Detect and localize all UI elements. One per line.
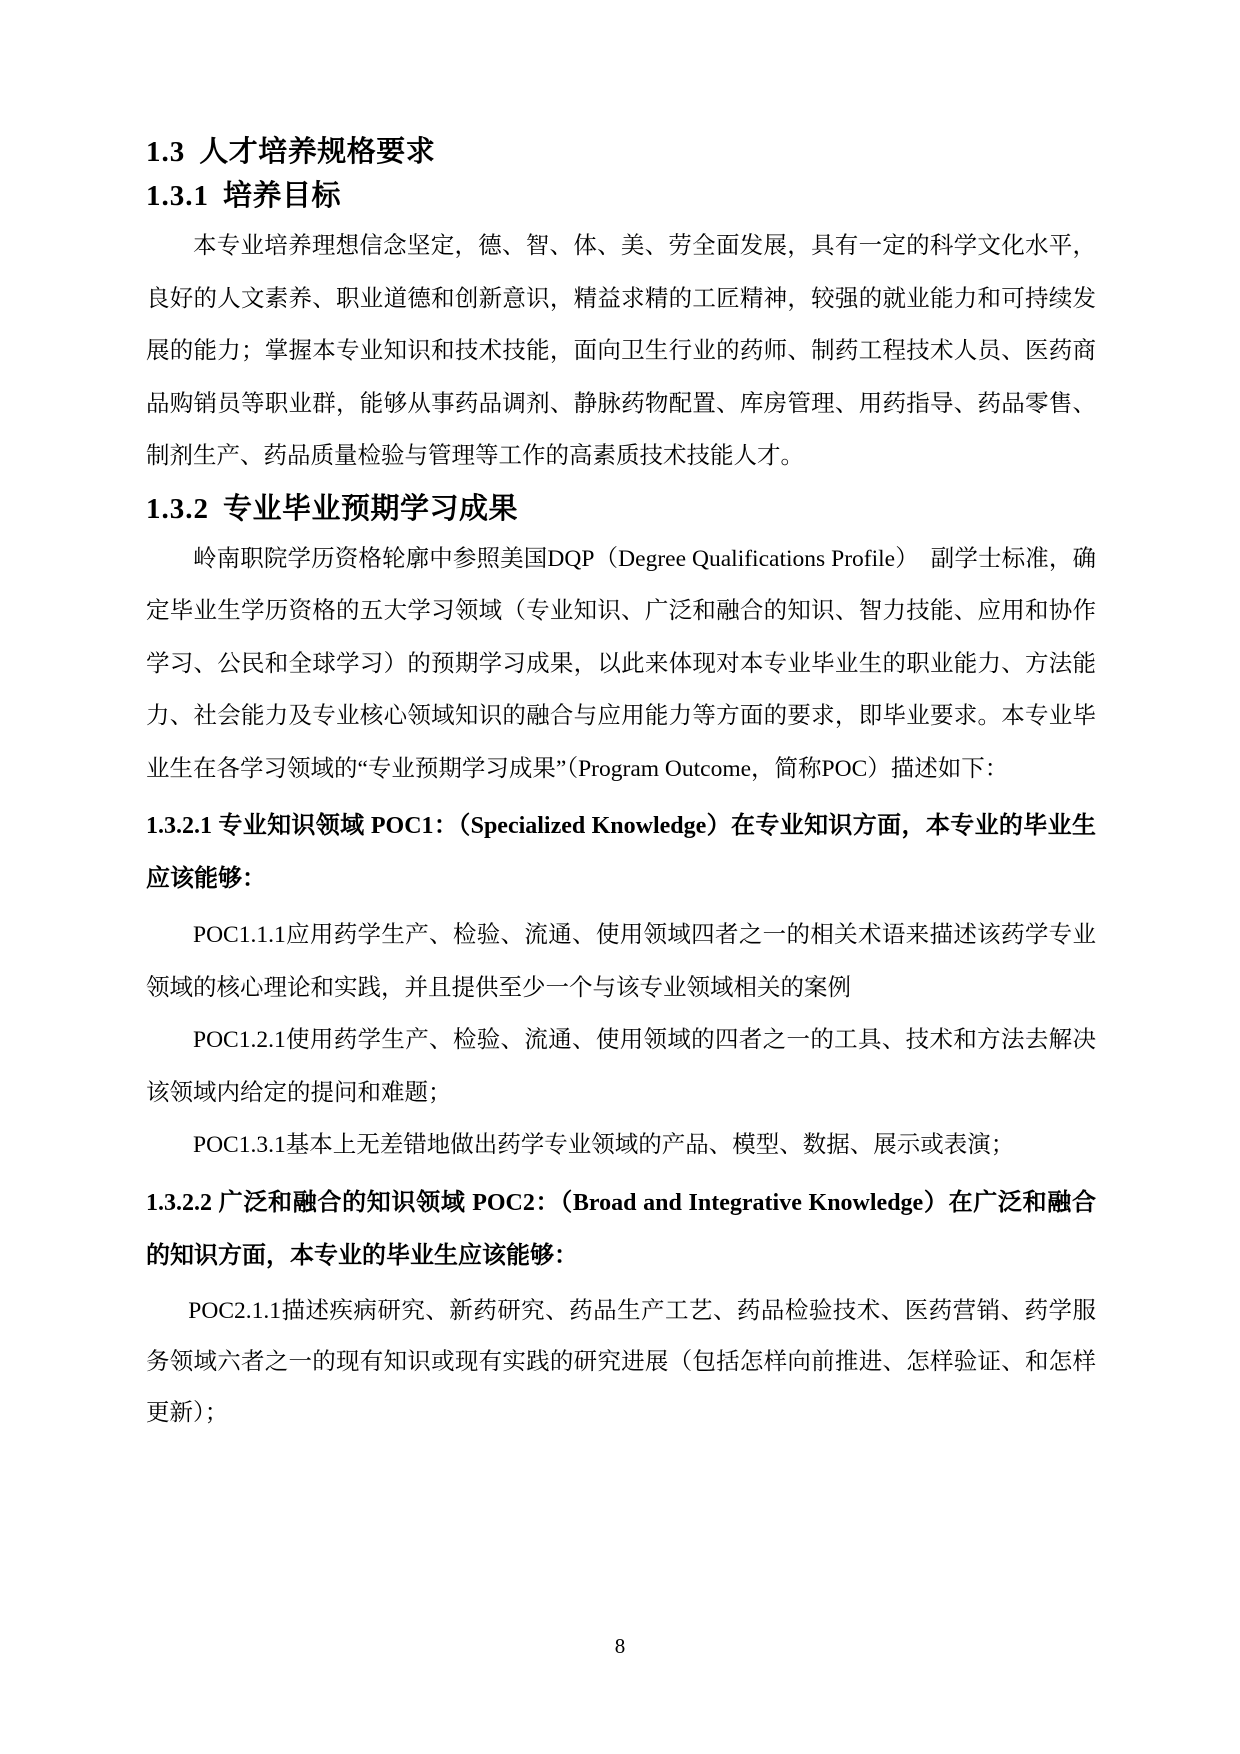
paragraph-dqp-intro: 岭南职院学历资格轮廓中参照美国DQP（Degree Qualifications Profile） 副学士标准，确定毕业生学历资格的五大学习领域（专业知识、广泛和融合的知识、智力技能、应用和协作学习、公民和全球学习）的预期学习成果，以此来体现对本专业毕业生的职业能力、方法能力、社会能力及专业核心领域知识的融合与应用能力等方面的要求，即毕业要求。本专业毕业生在各学习领域的“专业预期学习成果”（Program Outcome，简称POC）描述如下： xyxy=(146,545,1096,782)
paragraph-poc-1-1-1: POC1.1.1应用药学生产、检验、流通、使用领域四者之一的相关术语来描述该药学专业领域的核心理论和实践，并且提供至少一个与该专业领域相关的案例 xyxy=(146,922,1096,1001)
paragraph-training-objective: 本专业培养理想信念坚定，德、智、体、美、劳全面发展，具有一定的科学文化水平，良好的人文素养、职业道德和创新意识，精益求精的工匠精神，较强的就业能力和可持续发展的能力；掌握本专业知识和技术技能，面向卫生行业的药师、制药工程技术人员、医药商品购销员等职业群，能够从事药品调剂、静脉药物配置、库房管理、用药指导、药品零售、制剂生产、药品质量检验与管理等工作的高素质技术技能人才。 xyxy=(146,233,1096,469)
paragraph-poc-1-3-1: POC1.3.1基本上无差错地做出药学专业领域的产品、模型、数据、展示或表演； xyxy=(193,1132,1015,1158)
heading-1-3-1-title: 培养目标 xyxy=(223,180,342,212)
heading-1-3-2 xyxy=(146,489,1096,529)
heading-1-3-2-2: 1.3.2.2 广泛和融合的知识领域 POC2：（Broad and Integrative Knowledge）在广泛和融合的知识方面，本专业的毕业生应该能够： xyxy=(146,1189,1096,1269)
heading-1-3 xyxy=(146,132,1096,172)
heading-1-3-number: 1.3 xyxy=(146,136,186,168)
heading-1-3-2-1: 1.3.2.1 专业知识领域 POC1：（Specialized Knowledge）在专业知识方面，本专业的毕业生应该能够： xyxy=(146,813,1096,892)
heading-1-3-1-number: 1.3.1 xyxy=(146,180,209,212)
heading-1-3-title: 人才培养规格要求 xyxy=(199,136,436,168)
page-number: 8 xyxy=(614,1634,626,1658)
document-content xyxy=(146,132,1096,1439)
heading-1-3-2-number: 1.3.2 xyxy=(146,492,209,525)
heading-1-3-2-title: 专业毕业预期学习成果 xyxy=(223,492,519,525)
heading-1-3-1 xyxy=(146,176,1096,216)
paragraph-poc-1-2-1: POC1.2.1使用药学生产、检验、流通、使用领域的四者之一的工具、技术和方法去解决该领域内给定的提问和难题； xyxy=(146,1027,1096,1106)
paragraph-poc-2-1-1: POC2.1.1描述疾病研究、新药研究、药品生产工艺、药品检验技术、医药营销、药学服务领域六者之一的现有知识或现有实践的研究进展（包括怎样向前推进、怎样验证、和怎样更新）； xyxy=(146,1297,1096,1426)
